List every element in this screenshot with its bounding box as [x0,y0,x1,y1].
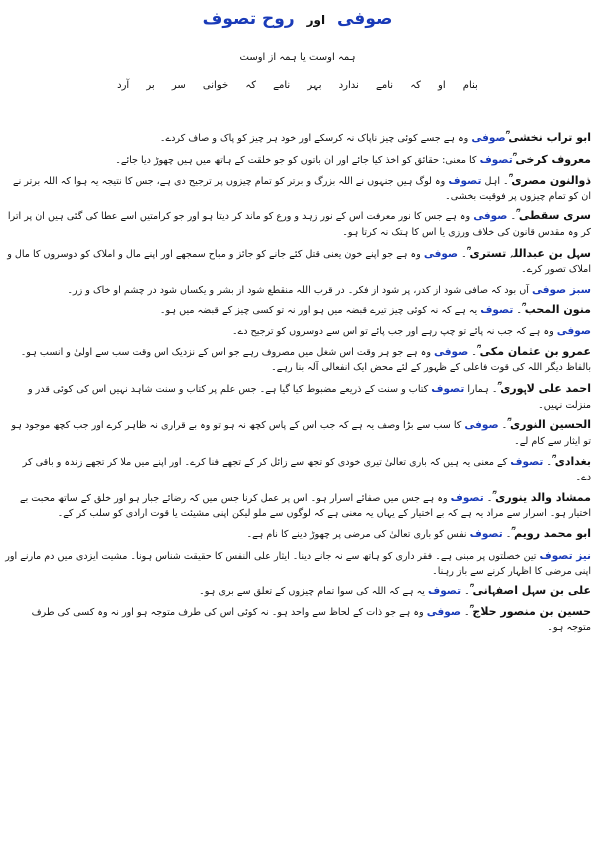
definition-entry [5,549,591,580]
entry-prefix: ۔ [498,420,508,432]
entry-text: وہ ہے جو اپنے خون یعنی قتل کئے جانے کو جائز و مباح سمجھے اور اپنے مال و املاک کو دوسروں کا مال و املاک تصور کرے۔ [7,249,591,276]
author-name: منون المحب ؒ [521,303,591,317]
author-name: سہل بن عبداللہ تستری ؒ [466,247,591,261]
title-word-sufi: صوفی [336,9,393,29]
author-name: ذوالنون مصری ؒ [508,173,591,187]
entry-text: یہ ہے کہ نہ کوئی چیز تیرے قبضہ میں ہو اور نہ تو کسی چیز کے قبضہ میں ہو۔ [159,305,481,317]
entry-text: کتاب و سنت کے ذریعے مضبوط کیا گیا ہے۔ جس علم پر کتاب و سنت شاہد نہیں اس کی کوئی قدر و منزلت نہیں۔ [28,384,591,411]
author-name: عمرو بن عثمان مکی ؒ [476,344,591,358]
highlighted-term: صوفی [473,210,508,223]
highlighted-term: تصوف [510,455,544,468]
highlighted-term: صوفی [464,419,499,432]
definition-entry [5,246,591,278]
definition-entry [5,583,591,599]
entry-text: وہ ہے جسے کوئی چیز ناپاک نہ کرسکے اور خود ہر چیز کو پاک و صاف کردے۔ [159,133,472,144]
author-name: احمد علی لاہوری ؒ [497,382,591,396]
author-name: الحسین النوری ؒ [507,418,591,432]
entry-prefix: ۔ [460,606,470,618]
entry-text: تین خصلتوں پر مبنی ہے۔ فقر داری کو ہاتھ سے نہ جانے دینا۔ ایثار علی النفس کا حقیقت شناس ہونا۔ مشیت ایزدی میں دم مارنے اور اپنی مرضی کا اظہار کرنے سے باز رہنا۔ [5,550,591,577]
entry-text: وہ ہے جو ہر وقت اس شغل میں مصروف رہے جو اس کے نزدیک اس وقت سب سے اولیٰ و انسب ہو۔ بالفاظ دیگر اللہ کی قوت فاعلی کے ظہور کے لئے محض ایک انفعالی آلہ بنا رہے۔ [20,346,591,374]
entry-text: وہ ہے جو ذات کے لحاظ سے واحد ہو۔ نہ کوئی اس کی طرف متوجہ ہو اور نہ وہ کسی کی طرف متوجہ ہو۔ [31,606,591,633]
definition-entry [5,417,591,449]
highlighted-term: تصوف [448,174,482,187]
entry-prefix: ۔ [483,492,493,504]
author-name: علی بن سہل اصفہانی ؒ [469,584,591,598]
definition-entry [5,283,591,298]
entry-text: کا سب سے بڑا وصف یہ ہے کہ جب اس کے پاس کچھ نہ ہو تو وہ بے قراری نہ ظاہر کرے اور جب کچھ موجود ہو تو ایثار سے کام لے۔ [11,420,591,447]
entry-prefix: ۔ ہمارا [464,384,498,396]
author-name: ممشاد والد ینوری ؒ [492,490,591,504]
highlighted-term: صوفی [423,248,459,261]
author-name: معروف کرخی ؒ [512,153,591,167]
subtitle: ہمہ اوست یا ہمہ از اوست [239,52,356,63]
highlighted-term: نیز تصوف [539,549,591,562]
highlighted-term: تصوف [428,585,462,598]
highlighted-term: سبز صوفی [531,283,591,296]
entry-text: نفس کو باری تعالیٰ کی مرضی پر چھوڑ دینے کا نام ہے۔ [246,529,470,541]
highlighted-term: صوفی [434,345,469,358]
entry-text: یہ ہے کہ اللہ کی سوا تمام چیزوں کے تعلق سے بری ہو۔ [199,586,429,598]
page-title [0,4,595,35]
definition-entry [5,604,591,636]
entry-text: وہ ہے جس کا نور معرفت اس کے نور زہد و ورع کو ماند کر دیتا ہو اور جو کرامتیں اسے عطا کی گئی ہیں ان پر اترا کر وہ مقدس قانون کی خلاف ورزی یا اس کا ہتک نہ کرتا ہو۔ [7,211,591,238]
entry-prefix: ۔ [507,211,517,223]
definition-entry [5,173,591,205]
highlighted-term: تصوف [479,154,513,167]
definition-entry [5,490,591,522]
entry-prefix: ۔ [458,249,467,261]
definition-entry [5,324,591,339]
entry-text: کا معنی: حقائق کو اخذ کیا جائے اور ان باتوں کو جو خلقت کے ہاتھ میں ہیں چھوڑ دیا جائے۔ [115,155,480,167]
title-word-tasawwuf: روح تصوف [202,9,295,29]
author-name: سری سقطی ؒ [516,209,591,223]
definition-entry [5,152,591,168]
author-name: حسین بن منصور حلاج ؒ [469,604,591,618]
highlighted-term: تصوف [431,383,465,396]
title-joiner: اور [306,13,326,27]
entry-prefix: ۔ [513,305,522,317]
highlighted-term: تصوف [450,491,484,504]
entry-text: وہ ہے کہ جب نہ پائے تو چپ رہے اور جب پائے تو اس سے دوسروں کو ترجیح دے۔ [231,326,557,338]
highlighted-term: صوفی [556,325,591,338]
entry-text: آں بود کہ صافی شود از کدر، پر شود از فکر۔ در قرب اللہ منقطع شود از بشر و یکساں شود در چشم او خاک و زر۔ [67,284,532,296]
persian-verse: بنام او کہ نامے ندارد بہر نامے کہ خوانی سر بر آرد [117,80,478,91]
entry-text: کے معنی یہ ہیں کہ باری تعالیٰ تیری خودی کو تجھ سے زائل کر کے تجھے فنا کرے۔ اور اپنے میں ملا کر تجھے زندہ و باقی کر دے۔ [22,456,591,484]
definitions-list [5,130,591,635]
highlighted-term: صوفی [426,605,461,618]
highlighted-term: تصوف [480,304,514,317]
definition-entry [5,208,591,240]
definition-entry [5,302,591,318]
definition-entry [5,526,591,542]
highlighted-term: صوفی [471,132,506,144]
entry-prefix: ۔ [461,586,470,598]
author-name: ابو تراب نخشی ؒ [505,131,591,144]
entry-prefix: ۔ [543,456,553,468]
definition-entry [5,130,591,146]
entry-prefix: ۔ اہل [481,175,509,187]
definition-entry [5,454,591,486]
highlighted-term: تصوف [469,528,503,541]
definition-entry [5,344,591,376]
definition-entry [5,381,591,413]
entry-text: وہ ہے جس میں صفائے اسرار ہو۔ اس پر عمل کرنا جس میں کہ رضائے جبار ہو اور خلق کے ساتھ محبت بے اختیار ہو۔ اسرار سے مراد یہ ہے کہ بے اختیار کے یہاں یہ معنی ہے کہ لوگوں سے ملو لیکن اپنی مشیئت یا قوت ارادی کو سلب کر کے۔ [19,492,591,519]
author-name: ابو محمد رویم ؒ [511,527,591,541]
entry-text: وہ لوگ ہیں جنہوں نے اللہ بزرگ و برتر کو تمام چیزوں پر ترجیح دی ہے، جس کا نتیجہ یہ ہوا کہ اللہ برتر نے ان کو تمام چیزوں پر فوقیت بخشی۔ [12,175,591,203]
author-name: بغدادی ؒ [552,454,591,468]
entry-prefix: ۔ [502,529,512,541]
entry-prefix: ۔ [468,346,477,358]
